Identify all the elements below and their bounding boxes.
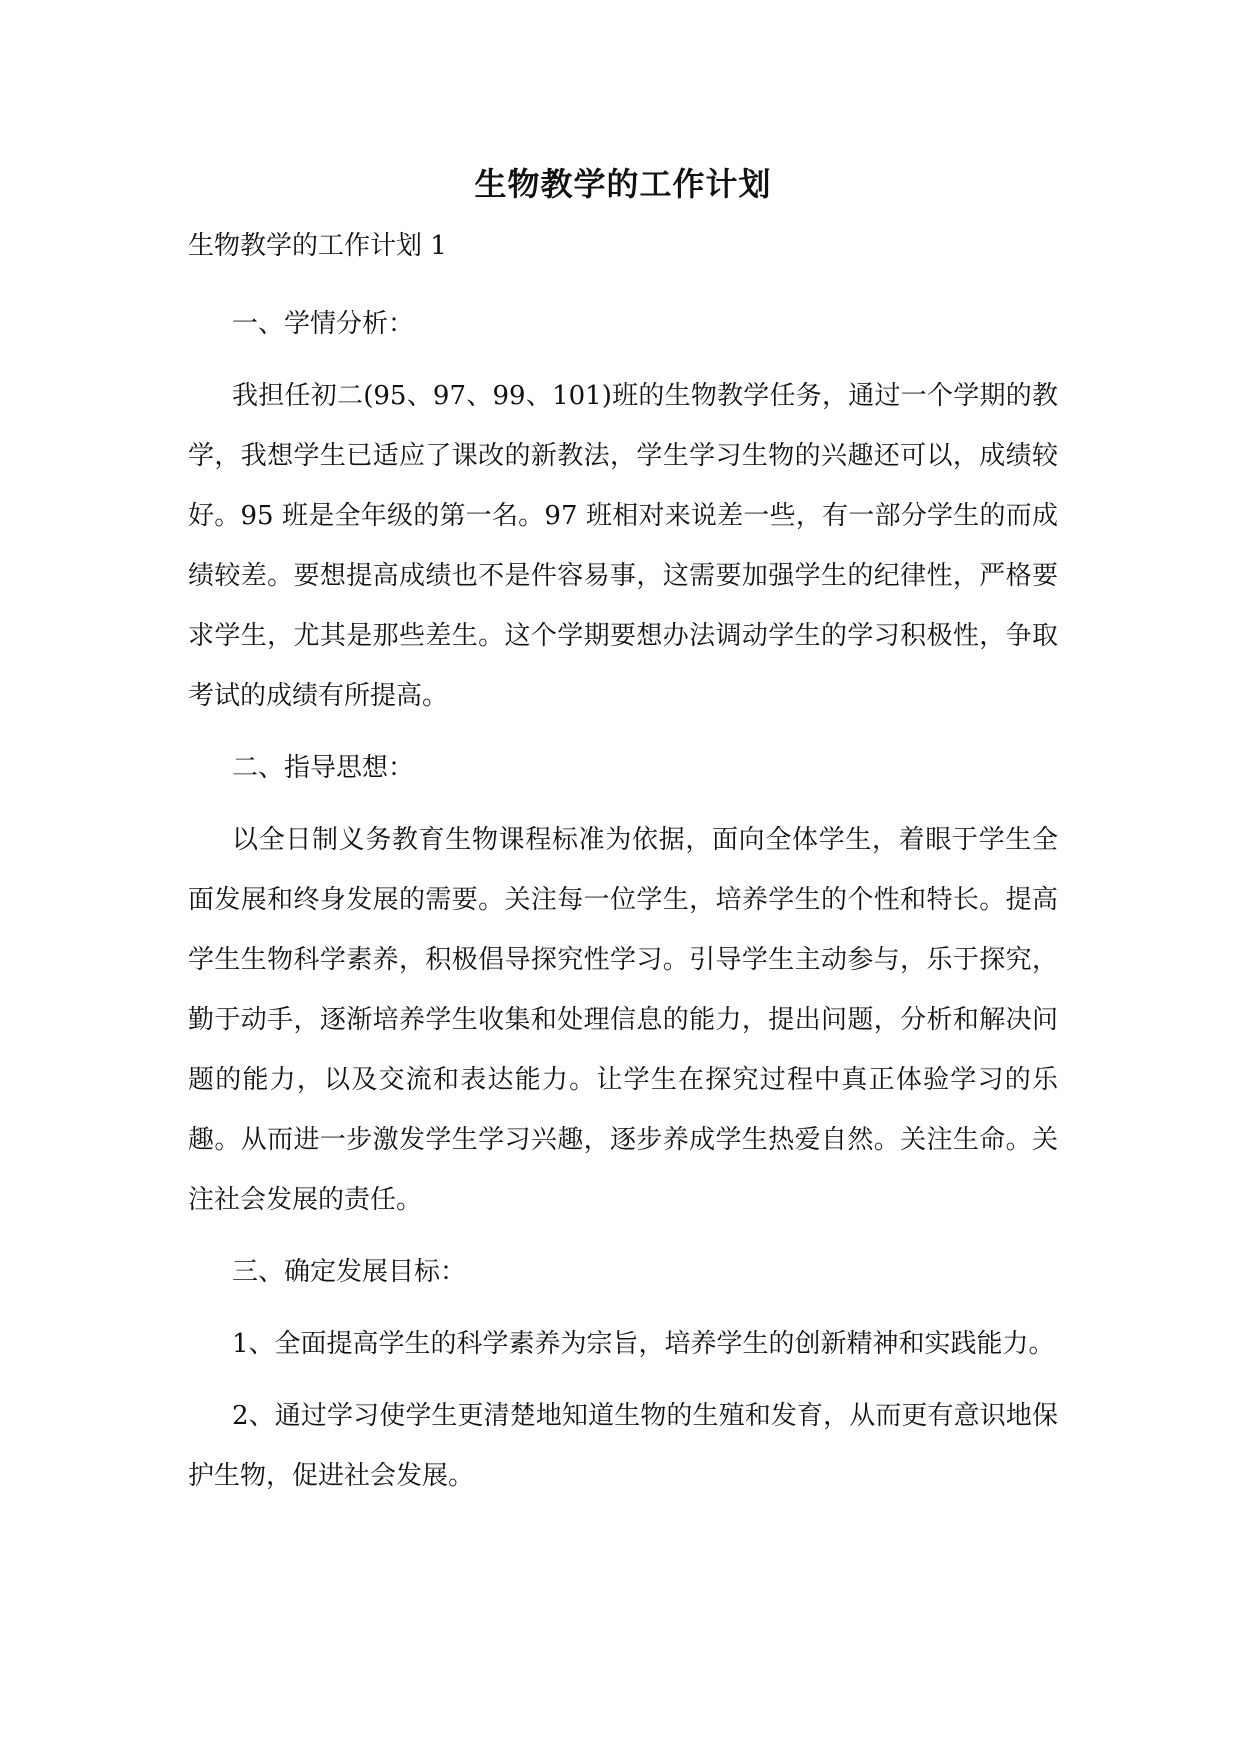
section-heading-guiding-thought: 二、指导思想： <box>232 753 415 783</box>
paragraph-analysis: 我担任初二(95、97、99、101)班的生物教学任务，通过一个学期的教学，我想学生已适应了课改的新教法，学生学习生物的兴趣还可以，成绩较好。95 班是全年级的第一名。97 班相对来说差一些，有一部分学生的而成绩较差。要想提高成绩也不是件容易事，这需要加强学生的纪律性，严格要求学生，尤其是那些差生。这个学期要想办法调动学生的学习积极性，争取考试的成绩有所提高。 <box>188 381 1058 711</box>
paragraph-guiding-thought: 以全日制义务教育生物课程标准为依据，面向全体学生，着眼于学生全面发展和终身发展的需要。关注每一位学生，培养学生的个性和特长。提高学生生物科学素养，积极倡导探究性学习。引导学生主动参与，乐于探究，勤于动手，逐渐培养学生收集和处理信息的能力，提出问题，分析和解决问题的能力，以及交流和表达能力。让学生在探究过程中真正体验学习的乐趣。从而进一步激发学生学习兴趣，逐步养成学生热爱自然。关注生命。关注社会发展的责任。 <box>188 825 1058 1215</box>
document-subtitle: 生物教学的工作计划 1 <box>188 231 447 261</box>
section-heading-goals: 三、确定发展目标： <box>232 1257 467 1287</box>
paragraph-goal-2: 2、通过学习使学生更清楚地知道生物的生殖和发育，从而更有意识地保护生物，促进社会发展。 <box>188 1401 1058 1491</box>
paragraph-goal-1: 1、全面提高学生的科学素养为宗旨，培养学生的创新精神和实践能力。 <box>232 1329 1055 1359</box>
section-heading-analysis: 一、学情分析： <box>232 309 415 339</box>
document-title: 生物教学的工作计划 <box>474 165 772 203</box>
document-page <box>188 160 1058 1518</box>
